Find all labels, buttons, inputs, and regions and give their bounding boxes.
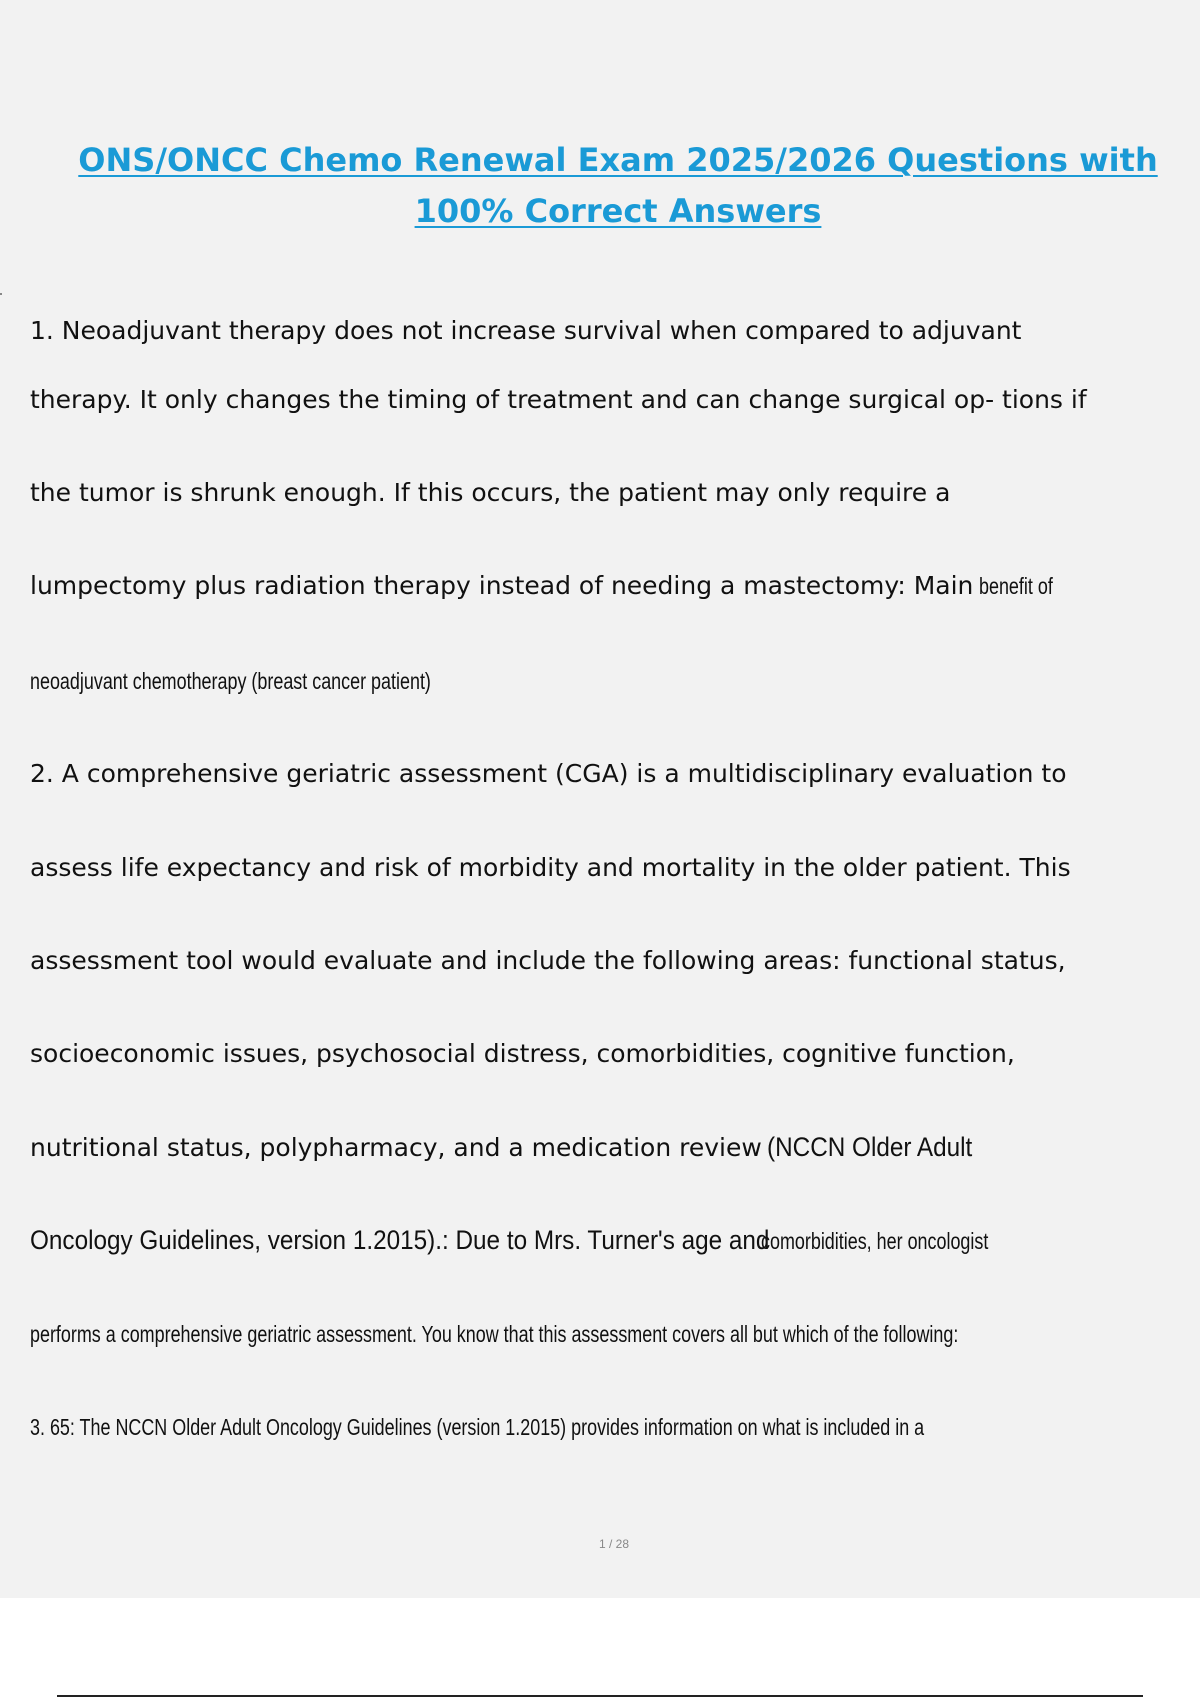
text-line-9: socioeconomic issues, psychosocial distress, comorbidities, cognitive function, <box>30 1039 1015 1068</box>
text-line-10-main: nutritional status, polypharmacy, and a medication review <box>30 1133 762 1162</box>
text-line-7: assess life expectancy and risk of morbidity and mortality in the older patient. This <box>30 853 1071 882</box>
text-line-13: 3. 65: The NCCN Older Adult Oncology Guidelines (version 1.2015) provides information on what is included in a <box>30 1414 925 1440</box>
text-line-10-tail: (NCCN Older Adult <box>766 1132 973 1162</box>
title-line-2: 100% Correct Answers <box>414 192 822 230</box>
text-line-10 <box>30 1132 995 1163</box>
margin-mark <box>0 293 2 295</box>
text-line-11 <box>30 1225 1052 1256</box>
text-line-5: neoadjuvant chemotherapy (breast cancer patient) <box>30 668 431 694</box>
text-line-11-tail: comorbidities, her oncologist <box>760 1228 989 1254</box>
text-line-8: assessment tool would evaluate and include the following areas: functional status, <box>30 946 1066 975</box>
text-line-4 <box>30 571 1073 600</box>
text-line-1: 1. Neoadjuvant therapy does not increase survival when compared to adjuvant <box>30 316 1022 345</box>
title-line-1: ONS/ONCC Chemo Renewal Exam 2025/2026 Questions with <box>78 141 1158 179</box>
text-line-4-tail: benefit of <box>978 573 1053 599</box>
text-line-12: performs a comprehensive geriatric assessment. You know that this assessment covers all but which of the following: <box>30 1321 959 1347</box>
text-line-11-main: Oncology Guidelines, version 1.2015).: Due to Mrs. Turner's age and <box>30 1225 770 1255</box>
text-line-2: therapy. It only changes the timing of treatment and can change surgical op- tions if <box>30 385 1087 414</box>
text-line-6: 2. A comprehensive geriatric assessment (CGA) is a multidisciplinary evaluation to <box>30 759 1067 788</box>
text-line-3: the tumor is shrunk enough. If this occurs, the patient may only require a <box>30 478 951 507</box>
page-number: 1 / 28 <box>598 1537 630 1551</box>
page-divider <box>57 1695 1143 1697</box>
text-line-4-main: lumpectomy plus radiation therapy instead of needing a mastectomy: Main <box>30 571 974 600</box>
document-title <box>0 135 1200 237</box>
